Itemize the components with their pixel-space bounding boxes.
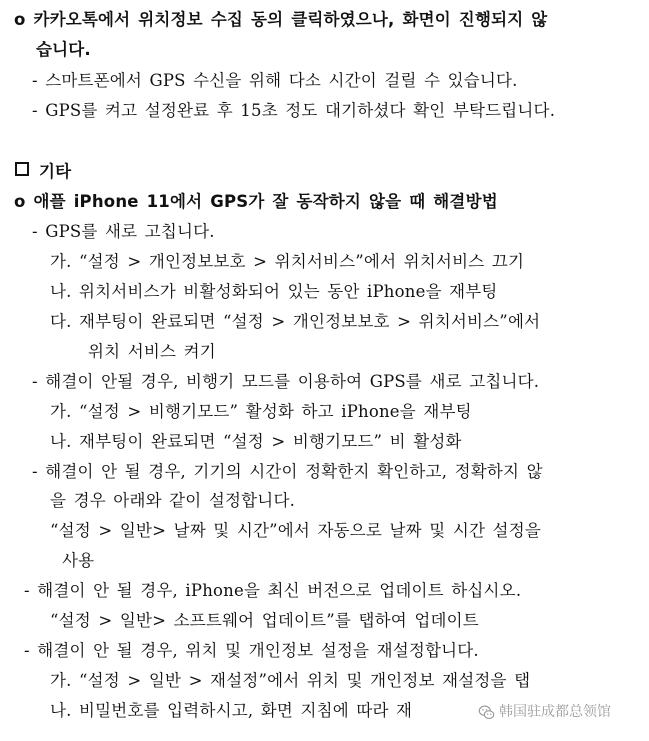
- faq-question-kakao-cont: 습니다.: [36, 40, 91, 59]
- checkbox-square-icon: [15, 162, 29, 176]
- answer-line: - 스마트폰에서 GPS 수신을 위해 다소 시간이 걸릴 수 있습니다.: [32, 71, 518, 90]
- watermark: [478, 702, 611, 722]
- answer-step: 나. 비밀번호를 입력하시고, 화면 지침에 따라 재: [50, 701, 413, 720]
- answer-step: 가. “설정 > 개인정보보호 > 위치서비스”에서 위치서비스 끄기: [50, 252, 525, 271]
- answer-step: 나. 위치서비스가 비활성화되어 있는 동안 iPhone을 재부팅: [50, 282, 498, 301]
- answer-line: - GPS를 새로 고칩니다.: [32, 222, 215, 241]
- answer-line: - 해결이 안 될 경우, 기기의 시간이 정확한지 확인하고, 정확하지 않: [32, 462, 543, 481]
- answer-step: 가. “설정 > 비행기모드” 활성화 하고 iPhone을 재부팅: [50, 402, 472, 421]
- answer-step: “설정 > 일반> 소프트웨어 업데이트”를 탭하여 업데이트: [50, 611, 479, 630]
- answer-line: - 해결이 안 될 경우, iPhone을 최신 버전으로 업데이트 하십시오.: [24, 581, 522, 600]
- section-heading-label: 기타: [39, 162, 72, 181]
- wechat-icon: [478, 704, 495, 721]
- answer-step: “설정 > 일반> 날짜 및 시간”에서 자동으로 날짜 및 시간 설정을: [50, 521, 541, 540]
- answer-step: 가. “설정 > 일반 > 재설정”에서 위치 및 개인정보 재설정을 탭: [50, 671, 531, 690]
- answer-line: - GPS를 켜고 설정완료 후 15초 정도 대기하셨다 확인 부탁드립니다.: [32, 101, 556, 120]
- faq-question-kakao: o 카카오톡에서 위치정보 수집 동의 클릭하였으나, 화면이 진행되지 않: [14, 10, 548, 29]
- answer-line-cont: 을 경우 아래와 같이 설정합니다.: [50, 491, 296, 510]
- watermark-text: 韩国驻成都总领馆: [499, 704, 611, 720]
- answer-line: - 해결이 안될 경우, 비행기 모드를 이용하여 GPS를 새로 고칩니다.: [32, 372, 540, 391]
- faq-question-iphone: o 애플 iPhone 11에서 GPS가 잘 동작하지 않을 때 해결방법: [14, 192, 498, 211]
- answer-line: - 해결이 안 될 경우, 위치 및 개인정보 설정을 재설정합니다.: [24, 641, 479, 660]
- answer-step: 나. 재부팅이 완료되면 “설정 > 비행기모드” 비 활성화: [50, 432, 462, 451]
- answer-step-cont: 사용: [62, 551, 95, 570]
- section-heading-etc: [15, 160, 71, 184]
- answer-step-cont: 위치 서비스 켜기: [88, 342, 216, 361]
- answer-step: 다. 재부팅이 완료되면 “설정 > 개인정보보호 > 위치서비스”에서: [50, 312, 541, 331]
